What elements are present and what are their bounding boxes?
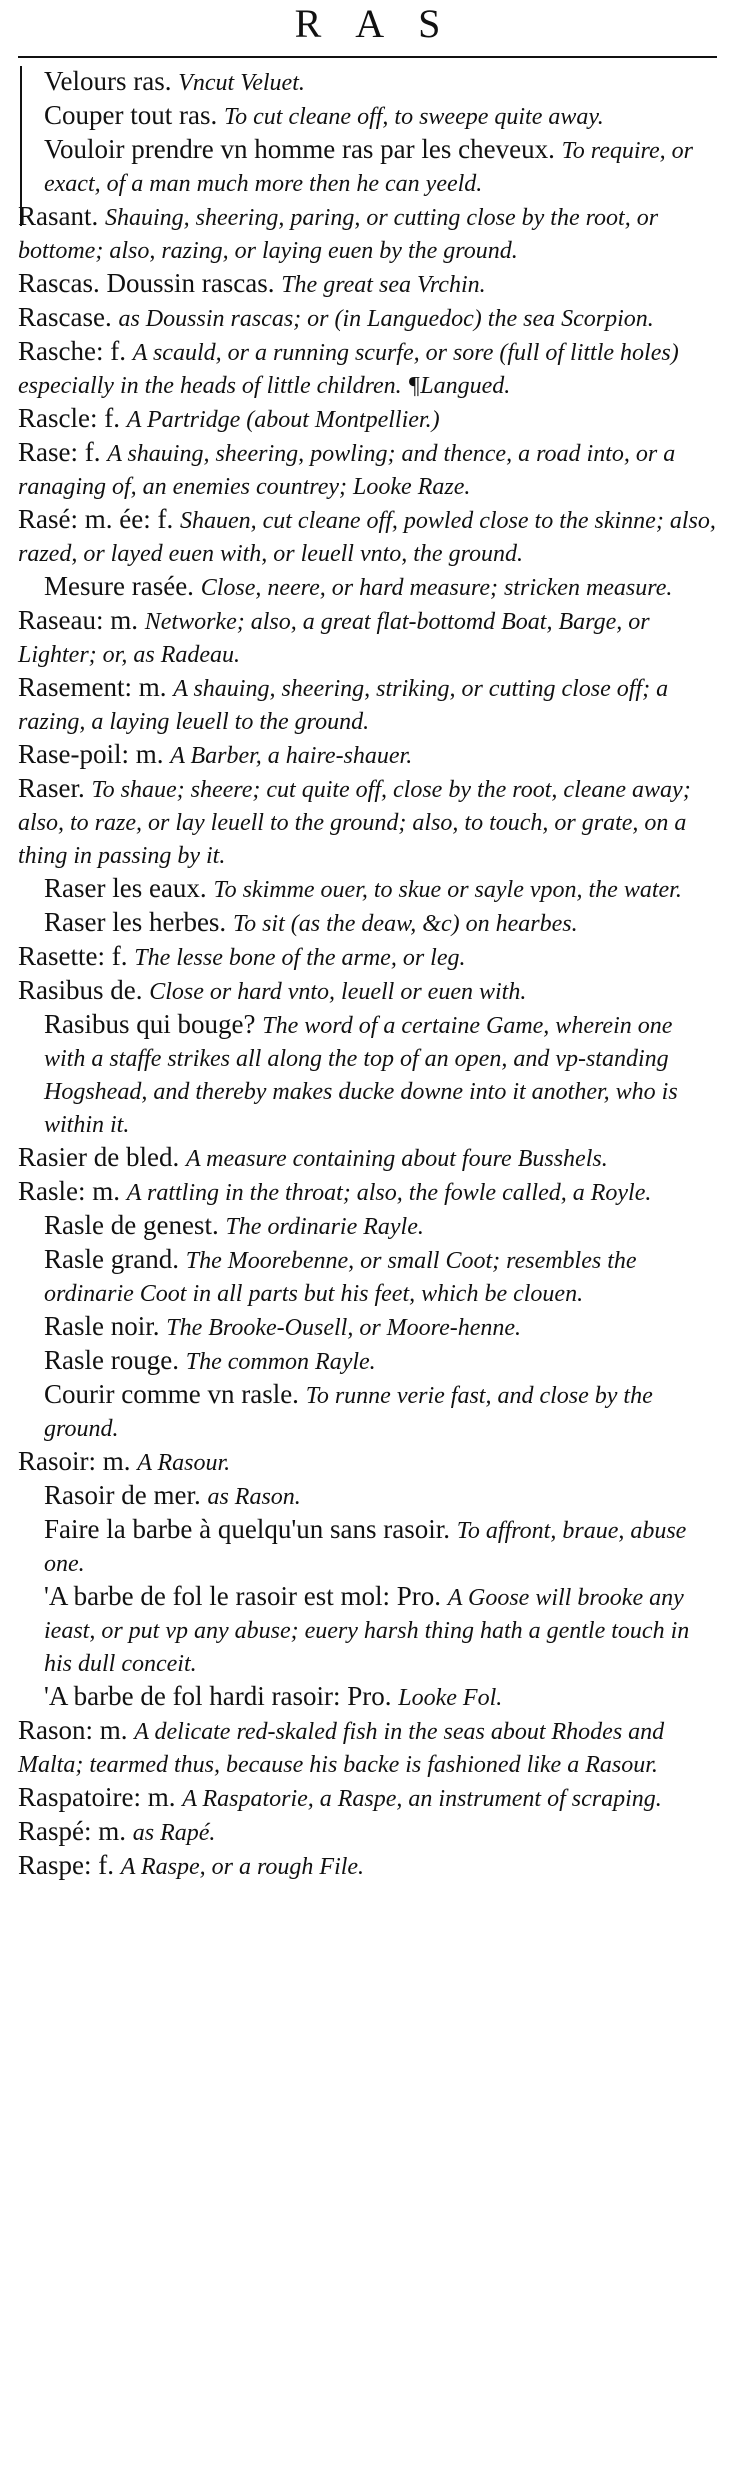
dictionary-entry: Rason: m. A delicate red-skaled fish in the seas about Rhodes and Malta; tearmed thus, because his backe is fashioned like a Rasour. [18, 1715, 665, 1778]
dictionary-entry: Rasibus qui bouge? The word of a certaine Game, wherein one with a staffe strikes all along the top of an open, and vp-standing Hogshead, and thereby makes ducke downe into it another, who is within it. [44, 1009, 678, 1138]
dictionary-entry: Rascas. Doussin rascas. The great sea Vrchin. [18, 268, 486, 298]
dictionary-entry: Rasoir: m. A Rasour. [18, 1446, 231, 1476]
dictionary-entry: Raspatoire: m. A Raspatorie, a Raspe, an instrument of scraping. [18, 1782, 662, 1812]
page-title: RAS [294, 1, 475, 46]
dictionary-entry: Vouloir prendre vn homme ras par les cheveux. To require, or exact, of a man much more then he can yeeld. [44, 134, 693, 197]
dictionary-entry: Rasle rouge. The common Rayle. [44, 1345, 376, 1375]
dictionary-entry: Raspe: f. A Raspe, or a rough File. [18, 1850, 365, 1880]
dictionary-entry: Rase-poil: m. A Barber, a haire-shauer. [18, 739, 413, 769]
dictionary-entry: Rasier de bled. A measure containing about foure Busshels. [18, 1142, 608, 1172]
dictionary-column [0, 66, 735, 2467]
dictionary-entry: Rasant. Shauing, sheering, paring, or cutting close by the root, or bottome; also, razing, or laying euen by the ground. [18, 201, 659, 264]
dictionary-entry: Faire la barbe à quelqu'un sans rasoir. To affront, braue, abuse one. [44, 1514, 687, 1577]
dictionary-entry: Mesure rasée. Close, neere, or hard measure; stricken measure. [44, 571, 673, 601]
dictionary-entry: Rasement: m. A shauing, sheering, striking, or cutting close off; a razing, a laying leuell to the ground. [18, 672, 669, 735]
dictionary-entry: Courir comme vn rasle. To runne verie fast, and close by the ground. [44, 1379, 653, 1442]
dictionary-entry: Rasibus de. Close or hard vnto, leuell or euen with. [18, 975, 527, 1005]
dictionary-entry: Rasle noir. The Brooke-Ousell, or Moore-henne. [44, 1311, 522, 1341]
dictionary-entry: Rasle grand. The Moorebenne, or small Coot; resembles the ordinarie Coot in all parts but his feet, which be clouen. [44, 1244, 637, 1307]
dictionary-entry: Raser. To shaue; sheere; cut quite off, close by the root, cleane away; also, to raze, or lay leuell to the ground; also, to touch, or grate, on a thing in passing by it. [18, 773, 691, 869]
dictionary-entry: 'A barbe de fol le rasoir est mol: Pro. A Goose will brooke any ieast, or put vp any abuse; euery harsh thing hath a gentle touch in his dull conceit. [44, 1581, 690, 1677]
dictionary-entry: Rasle: m. A rattling in the throat; also, the fowle called, a Royle. [18, 1176, 652, 1206]
dictionary-entry: 'A barbe de fol hardi rasoir: Pro. Looke Fol. [44, 1681, 503, 1711]
dictionary-entry: Rasé: m. ée: f. Shauen, cut cleane off, powled close to the skinne; also, razed, or layed euen with, or leuell vnto, the ground. [18, 504, 716, 567]
dictionary-entry: Couper tout ras. To cut cleane off, to sweepe quite away. [44, 100, 604, 130]
page-header [0, 0, 735, 58]
dictionary-entry: Raspé: m. as Rapé. [18, 1816, 216, 1846]
dictionary-entry: Velours ras. Vncut Veluet. [44, 66, 305, 96]
dictionary-entry: Raser les eaux. To skimme ouer, to skue or sayle vpon, the water. [44, 873, 682, 903]
dictionary-entry: Rasle de genest. The ordinarie Rayle. [44, 1210, 424, 1240]
dictionary-entry: Rascle: f. A Partridge (about Montpellier.) [18, 403, 440, 433]
dictionary-entry: Rasoir de mer. as Rason. [44, 1480, 301, 1510]
dictionary-entry: Raser les herbes. To sit (as the deaw, &c) on hearbes. [44, 907, 578, 937]
dictionary-entry: Rascase. as Doussin rascas; or (in Languedoc) the sea Scorpion. [18, 302, 654, 332]
dictionary-entry: Rasche: f. A scauld, or a running scurfe, or sore (full of little holes) especially in the heads of little children. ¶Langued. [18, 336, 679, 399]
header-rule [18, 56, 717, 58]
dictionary-entry: Raseau: m. Networke; also, a great flat-bottomd Boat, Barge, or Lighter; or, as Radeau. [18, 605, 650, 668]
dictionary-entry: Rasette: f. The lesse bone of the arme, or leg. [18, 941, 466, 971]
dictionary-entry: Rase: f. A shauing, sheering, powling; and thence, a road into, or a ranaging of, an enemies countrey; Looke Raze. [18, 437, 676, 500]
